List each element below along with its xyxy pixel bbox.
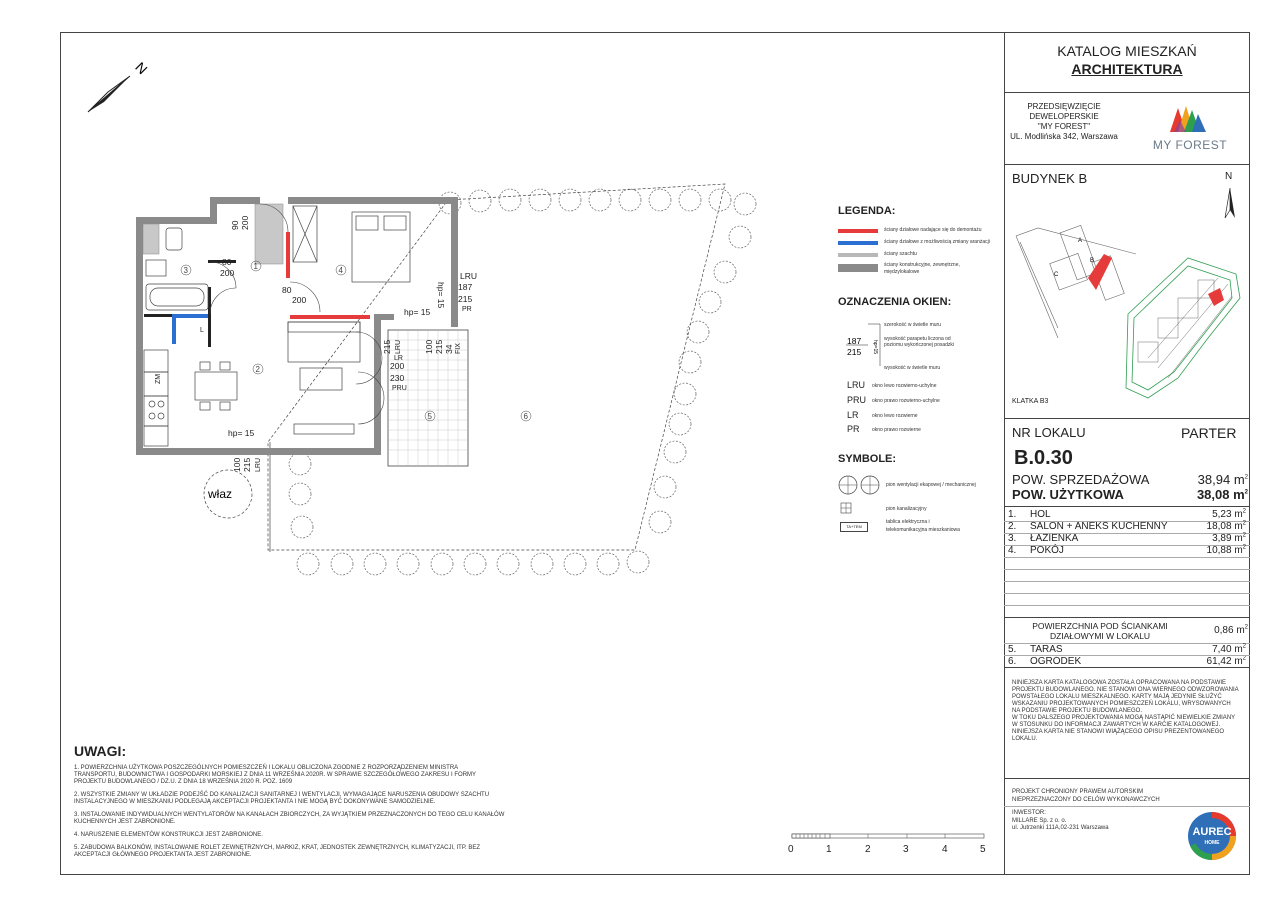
svg-text:LR: LR (394, 355, 403, 362)
room-row (1008, 545, 1246, 556)
note-item: 4. NARUSZENIE ELEMENTÓW KONSTRUKCJI JEST ZABRONIONE. (74, 832, 263, 838)
doors (210, 204, 384, 424)
disclaimer-line: LOKALU. (1012, 736, 1038, 742)
svg-text:hp=15: hp=15 (872, 340, 878, 355)
room-labels (181, 261, 531, 421)
svg-text:LRU: LRU (255, 457, 262, 472)
window-type-text: okno lewo rozwierno-uchylne (872, 383, 937, 389)
extra-name: OGRÓDEK (1030, 656, 1082, 667)
svg-text:3: 3 (183, 266, 188, 275)
aurec-logo-icon (1182, 810, 1246, 866)
title-block-divider (1004, 32, 1005, 875)
notes-title: UWAGI: (74, 743, 127, 759)
sale-area-label: POW. SPRZEDAŻOWA (1012, 472, 1150, 487)
svg-text:LRU: LRU (395, 339, 402, 354)
legend-swatch-lightgrey (838, 253, 878, 257)
site-map (1008, 218, 1248, 404)
disclaimer-text (1012, 680, 1248, 743)
svg-text:PR: PR (462, 306, 472, 313)
copyright-line-2: NIEPRZEZNACZONY DO CELÓW WYKONAWCZYCH (1012, 797, 1160, 803)
svg-text:200: 200 (220, 268, 235, 278)
legend-swatch-blue (838, 241, 878, 245)
walls-area-label: POWIERZCHNIA POD ŚCIANKAMI DZIAŁOWYMI W LOKALU (1032, 621, 1168, 641)
partition-black-3 (144, 314, 172, 317)
room-area: 3,89 $m^2$ (1212, 532, 1246, 544)
svg-text:L: L (200, 327, 204, 334)
room-no: 1. (1008, 509, 1017, 520)
note-item: 2. WSZYSTKIE ZMIANY W UKŁADZIE PODEJŚĆ DO KANALIZACJI SANITARNEJ I WENTYLACJI, WYMAGAJĄCE NARUSZENIA OBUDOWY SZACHTU INSTALACYJNEGO W MIESZKANIU PODLEGAJĄ AKCEPTACJI PROJEKTANTA I NIE MOGĄ BYĆ DOKONYWANE SAMODZIELNIE. (74, 792, 490, 805)
window-type-text: okno prawo rozwierne (872, 427, 921, 433)
map-letter: A (1078, 238, 1083, 244)
legend-item-2: ściany działowe z możliwością zmiany aranżacji (884, 239, 990, 245)
staircase-label: KLATKA B3 (1012, 398, 1049, 405)
investor-address: ul. Jutrzenki 111A,02-231 Warszawa (1012, 825, 1109, 831)
symbol-text-3: tablica elektryczna i (886, 519, 930, 525)
aurec-logo-sub: HOME (1204, 840, 1220, 846)
svg-text:2: 2 (255, 365, 260, 374)
my-forest-logo-icon (1166, 104, 1210, 134)
note-item: 1. POWIERZCHNIA UŻYTKOWA POSZCZEGÓLNYCH POMIESZCZEŃ I LOKALU OBLICZONA ZGODNIE Z ROZPORZĄDZENIEM MINISTRA TRANSPORTU, BUDOWNICTWA I GOSPODARKI MORSKIEJ Z DNIA 11 WRZEŚNIA 2020R. W SPRAWIE SZCZEGÓŁOWEGO ZAKRESU I FORMY PROJEKTU BUDOWLANEGO / DZ.U. Z DNIA 18 WRZEŚNIA 2020 R. POZ. 1609 (74, 765, 477, 785)
legend-item-4b: międzylokalowe (884, 269, 920, 275)
developer-info: PRZEDSIĘWZIĘCIE DEWELOPERSKIE "MY FOREST" UL. Modlińska 342, Warszawa (1010, 102, 1118, 141)
extra-area: 61,42 $m^2$ (1206, 655, 1246, 667)
extra-row (1008, 656, 1246, 667)
site-north-label: N (1225, 171, 1233, 182)
partition-blue-1 (172, 314, 176, 344)
window-type-code: LR (847, 410, 859, 420)
site-north-arrow-icon (1222, 186, 1238, 222)
window-type-code: PRU (847, 395, 867, 405)
svg-text:215: 215 (382, 339, 392, 354)
svg-text:FIX: FIX (455, 343, 462, 354)
room-row (1008, 533, 1246, 544)
room-row (1008, 521, 1246, 532)
svg-text:187: 187 (847, 336, 862, 346)
extra-no: 6. (1008, 656, 1017, 667)
window-type-code: PR (847, 424, 860, 434)
garden-boundary (268, 184, 725, 550)
walls-area-value: 0,86 $m^2$ (1214, 624, 1248, 636)
map-letter: B (1090, 258, 1095, 264)
extra-area: 7,40 $m^2$ (1212, 643, 1246, 655)
room-name: POKÓJ (1030, 545, 1064, 556)
legend-swatch-red (838, 229, 878, 233)
symbol-text-2: pion kanalizacyjny (886, 506, 927, 512)
window-type-text: okno lewo rozwierne (872, 413, 918, 419)
legend-title: LEGENDA: (838, 205, 896, 217)
room-row (1008, 509, 1246, 520)
symbol-text-3b: telekomunikacyjna mieszkaniowa (886, 527, 960, 533)
north-arrow-icon (88, 59, 151, 112)
svg-text:100: 100 (424, 339, 434, 354)
scale-label: 1 (826, 844, 832, 855)
sewer-pipe-icon (840, 502, 852, 514)
legend-item-1: ściany działowe nadające się do demontażu (884, 227, 982, 233)
svg-text:ZM: ZM (155, 373, 162, 384)
room-name: HOL (1030, 509, 1051, 520)
disclaimer-line: W STOSUNKU DO INFORMACJI ZAWARTYCH W KARCIE KATALOGOWEJ. (1012, 722, 1221, 728)
svg-text:PRU: PRU (392, 385, 407, 392)
window-desc-width: szerokość w świetle muru (884, 322, 941, 328)
disclaimer-line: NINIEJSZA KARTA KATALOGOWA ZOSTAŁA OPRACOWANA NA PODSTAWIE (1012, 680, 1227, 686)
map-letter: C (1054, 272, 1059, 278)
scale-bar (780, 832, 1000, 862)
svg-text:4: 4 (338, 266, 343, 275)
svg-text:5: 5 (427, 412, 432, 421)
disclaimer-line: W TOKU DALSZEGO PROJEKTOWANIA MOGĄ NASTĄPIĆ NIEWIELKIE ZMIANY (1012, 715, 1236, 721)
svg-text:200: 200 (240, 215, 250, 230)
legend-item-3: ściany szachtu (884, 251, 917, 257)
usable-area-value: 38,08 $m^2$ (1196, 487, 1248, 502)
svg-text:215: 215 (847, 347, 862, 357)
partition-red-1 (286, 232, 290, 278)
partition-red-2 (290, 315, 370, 319)
room-name: SALON + ANEKS KUCHENNY (1030, 521, 1168, 532)
extra-row (1008, 644, 1246, 655)
disclaimer-line: WSKAZANIU PROJEKTOWANYCH POMIESZCZEŃ LOKALU, WRYSOWANYCH (1012, 701, 1231, 707)
ventilation-shaft-icon (838, 474, 884, 496)
usable-area-label: POW. UŻYTKOWA (1012, 487, 1124, 502)
room-area: 10,88 $m^2$ (1206, 544, 1246, 556)
my-forest-logo-text: MY FOREST (1152, 138, 1228, 152)
partition-blue-2 (172, 314, 210, 318)
svg-text:200: 200 (390, 361, 405, 371)
disclaimer-line: NA PODSTAWIE PROJEKTU BUDOWLANEGO. (1012, 708, 1143, 714)
aurec-logo-text: AUREC (1192, 826, 1232, 838)
svg-text:215: 215 (458, 294, 473, 304)
investor-name: MILLARE Sp. z o. o. (1012, 818, 1067, 824)
room-area: 5,23 $m^2$ (1212, 508, 1246, 520)
catalog-subtitle: ARCHITEKTURA (1071, 61, 1183, 77)
disclaimer-line: NINIEJSZA KARTA NIE STANOWI WIĄŻĄCEGO OPISU PREZENTOWANEGO (1012, 729, 1225, 735)
svg-text:1: 1 (253, 262, 258, 271)
scale-label: 3 (903, 844, 909, 855)
note-item: 3. INSTALOWANIE INDYWIDUALNYCH WENTYLATORÓW NA KANAŁACH ZBIORCZYCH, ZA WYJĄTKIEM PRZEZNACZONYCH DO TEGO CELU KANAŁÓW KUCHENNYCH JEST ZABRONIONE. (74, 812, 505, 825)
electrical-panel-icon: TA+TEM (840, 522, 868, 532)
investor-label: INWESTOR: (1012, 810, 1046, 816)
svg-text:hp= 15: hp= 15 (404, 307, 431, 317)
disclaimer-line: POWSTAŁEGO LOKALU MIESZKALNEGO. KARTY MAJĄ JEDYNIE SŁUŻYĆ (1012, 694, 1222, 700)
notes-list (74, 765, 544, 865)
hatch-label: właz (208, 487, 233, 501)
room-area: 18,08 $m^2$ (1206, 520, 1246, 532)
scale-label: 0 (788, 844, 794, 855)
svg-text:187: 187 (458, 282, 473, 292)
room-no: 3. (1008, 533, 1017, 544)
room-no: 4. (1008, 545, 1017, 556)
svg-text:hp= 15: hp= 15 (436, 282, 446, 309)
sale-area-value: 38,94 $m^2$ (1197, 472, 1248, 487)
room-name: ŁAZIENKA (1030, 533, 1079, 544)
scale-label: 5 (980, 844, 986, 855)
symbol-text-1: pion wentylacji ekapowej / mechanicznej (886, 482, 976, 488)
svg-text:100: 100 (232, 457, 242, 472)
disclaimer-line: PROJEKTU BUDOWLANEGO. NIE STANOWI ONA WIERNEGO ODWZOROWANIA (1012, 687, 1239, 693)
svg-text:LRU: LRU (460, 271, 478, 281)
svg-text:215: 215 (434, 339, 444, 354)
legend-swatch-darkgrey (838, 264, 878, 272)
window-type-text: okno prawo rozwierno-uchylne (872, 398, 940, 404)
trees (289, 189, 756, 575)
unit-floor: PARTER (1181, 425, 1237, 441)
svg-text:80: 80 (282, 285, 292, 295)
catalog-title: KATALOG MIESZKAŃ (1057, 43, 1197, 59)
svg-text:6: 6 (523, 412, 528, 421)
window-desc-parapet-1: wysokość parapetu liczona od (884, 336, 951, 342)
window-type-code: LRU (847, 380, 866, 390)
unit-nr-label: NR LOKALU (1012, 425, 1086, 440)
svg-text:200: 200 (292, 295, 307, 305)
window-sample-diagram (838, 316, 888, 366)
copyright-line-1: PROJEKT CHRONIONY PRAWEM AUTORSKIM (1012, 789, 1144, 795)
svg-text:90: 90 (230, 220, 240, 230)
scale-label: 2 (865, 844, 871, 855)
svg-text:hp= 15: hp= 15 (228, 428, 255, 438)
legend-item-4: ściany konstrukcyjne, zewnętrzne, (884, 262, 960, 268)
note-item: 5. ZABUDOWA BALKONÓW, INSTALOWANIE ROLET ZEWNĘTRZNYCH, MARKIZ, KRAT, JEDNOSTEK ZEWNĘTRZNYCH, KLIMATYZACJI, ITP. BEZ AKCEPTACJI GŁÓWNEGO PROJEKTANTA JEST ZABRONIONE. (74, 845, 481, 858)
symbols-title: SYMBOLE: (838, 453, 897, 465)
windows-legend-title: OZNACZENIA OKIEN: (838, 296, 952, 308)
north-label: N (132, 58, 151, 78)
svg-text:34: 34 (444, 344, 454, 354)
extra-name: TARAS (1030, 644, 1063, 655)
svg-text:80: 80 (222, 257, 232, 267)
unit-number: B.0.30 (1014, 447, 1073, 469)
svg-text:215: 215 (242, 457, 252, 472)
building-label: BUDYNEK B (1012, 171, 1088, 186)
svg-text:230: 230 (390, 373, 405, 383)
scale-label: 4 (942, 844, 948, 855)
floor-plan (60, 32, 1004, 592)
room-no: 2. (1008, 521, 1017, 532)
window-desc-parapet-2: poziomu wykończonej posadzki (884, 342, 955, 348)
extra-no: 5. (1008, 644, 1017, 655)
partition-black-1 (208, 287, 211, 347)
window-desc-height: wysokość w świetle muru (884, 365, 941, 371)
